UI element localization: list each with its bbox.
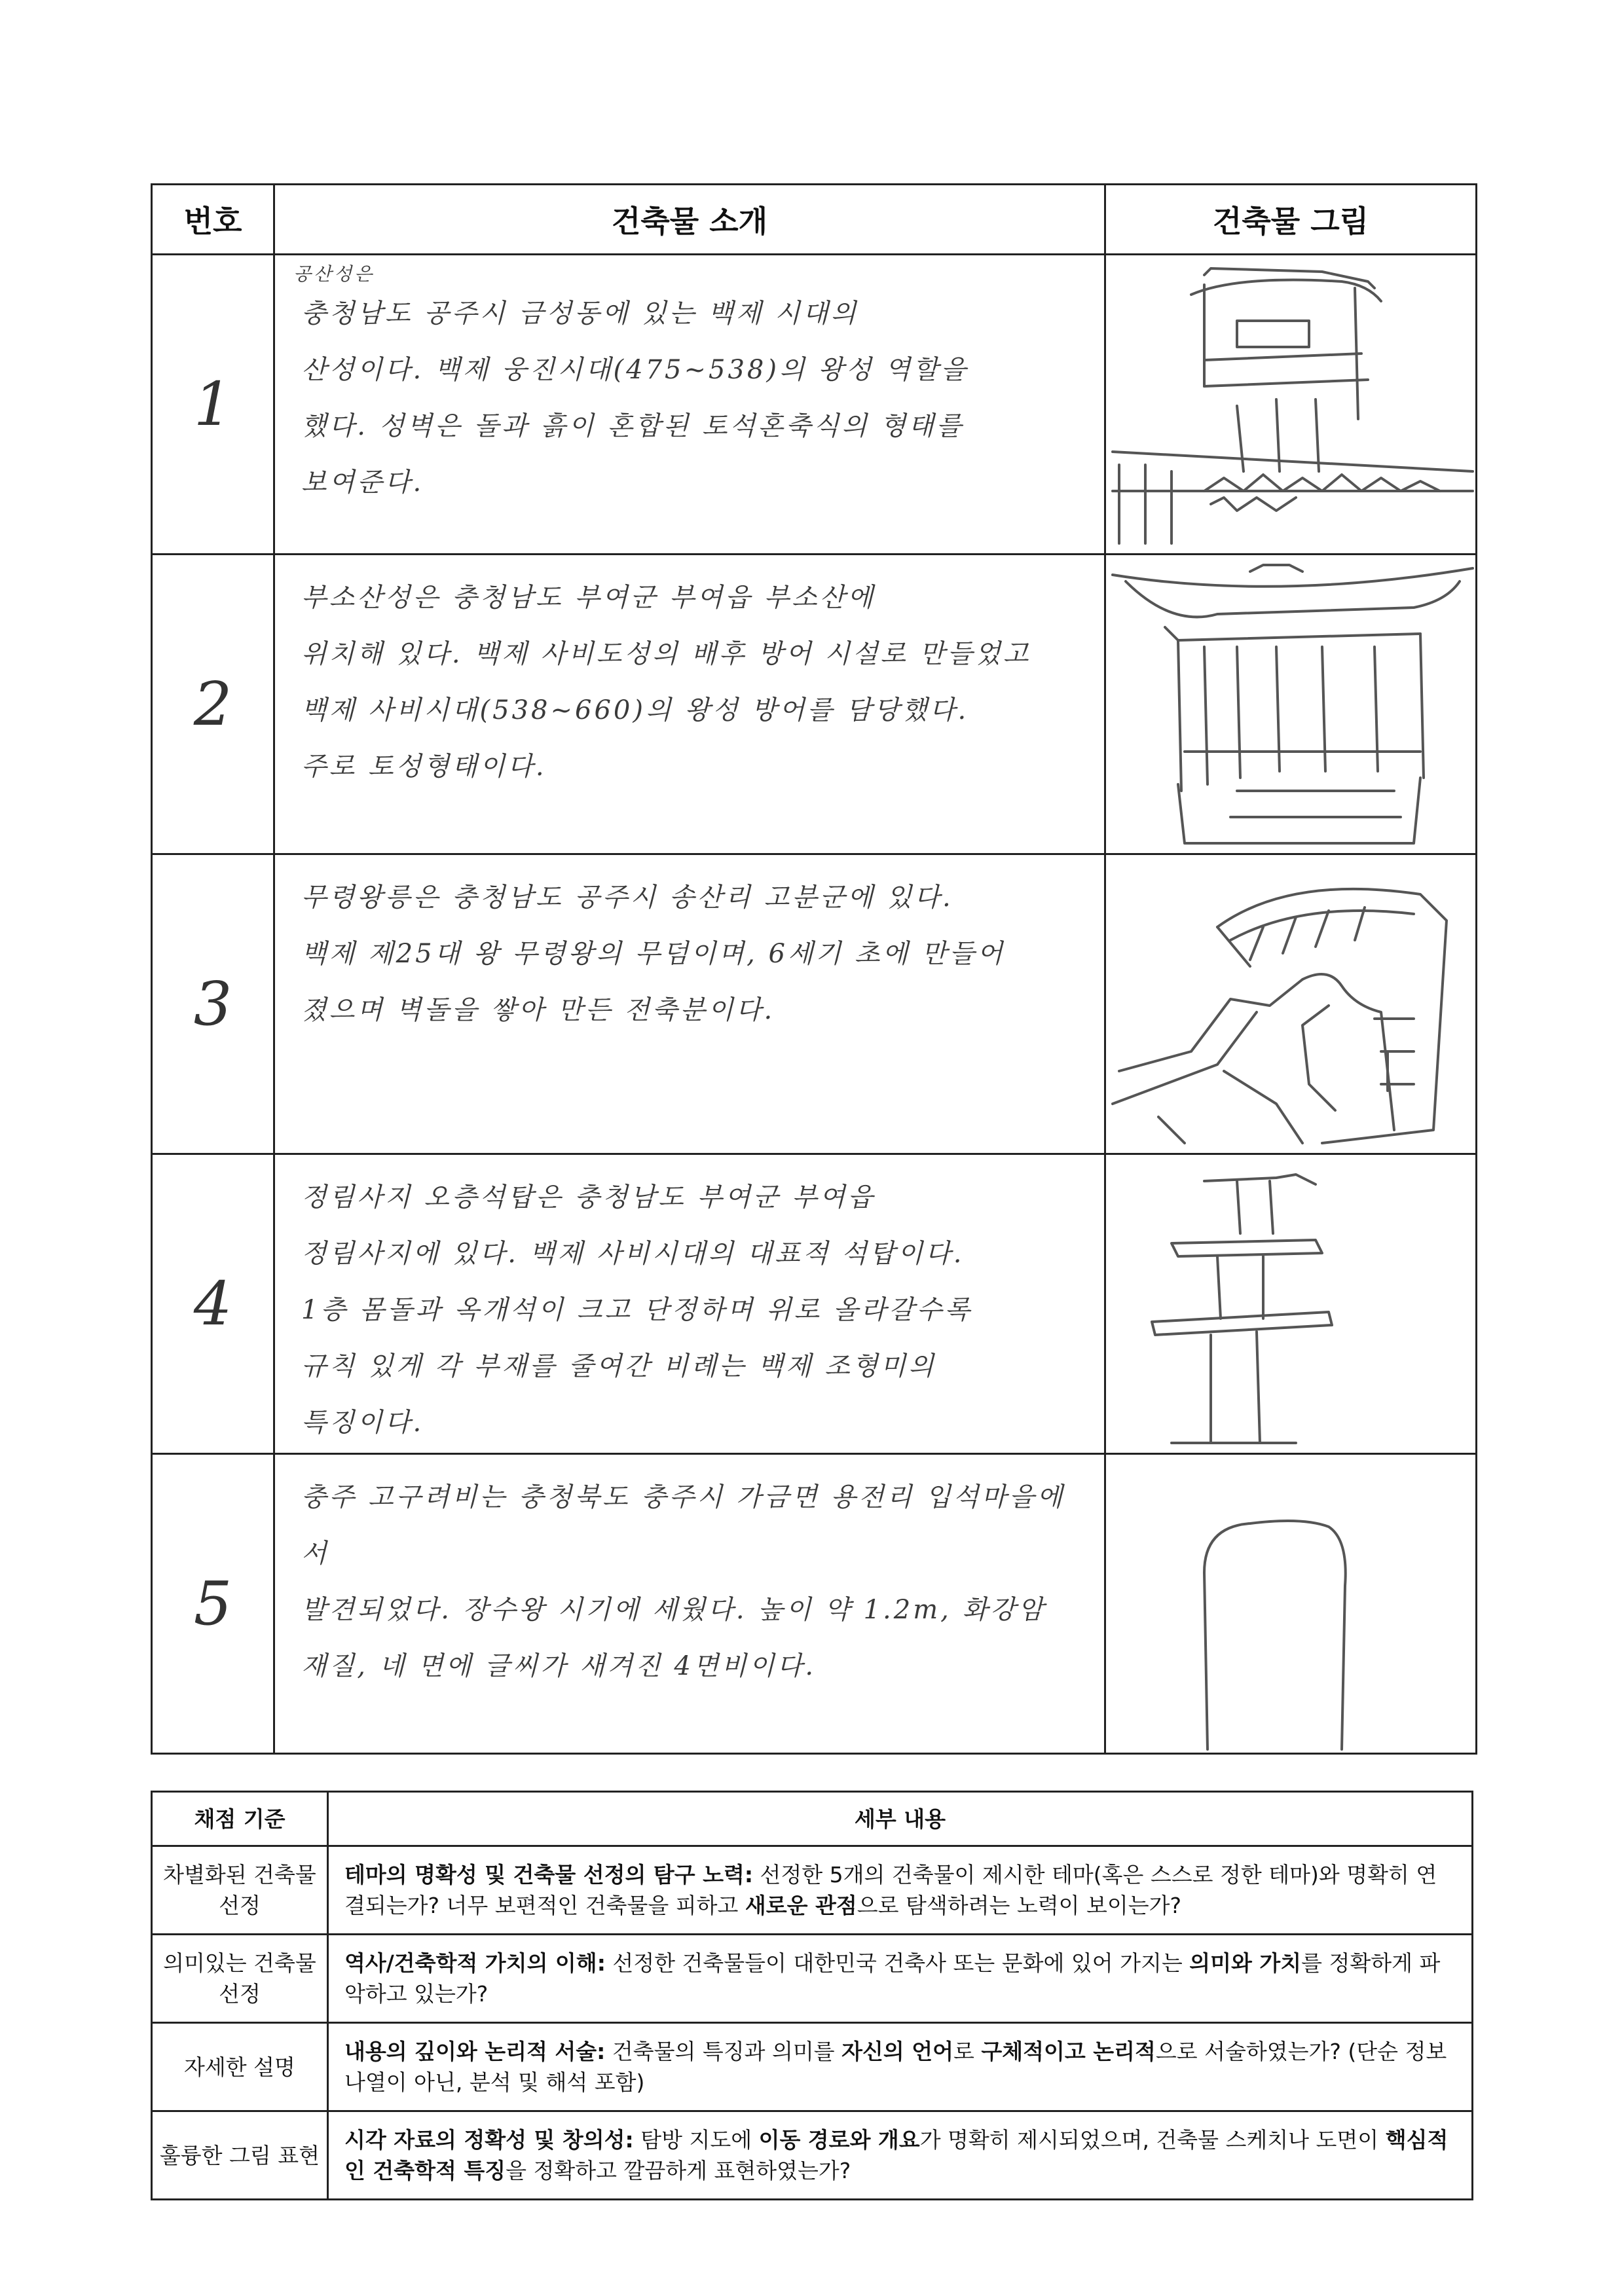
building-intro-cell	[274, 555, 1105, 854]
stele-sketch	[1106, 1455, 1475, 1753]
handwritten-intro	[275, 855, 1104, 1038]
intro-line: 정림사지에 있다. 백제 사비시대의 대표적 석탑이다.	[301, 1239, 965, 1269]
rubric-keyword: 새로운 관점	[745, 1893, 857, 1918]
rubric-detail	[328, 1846, 1473, 1935]
rubric-keyword: 시각 자료의 정확성 및 창의성:	[344, 2127, 634, 2153]
building-table-header	[152, 185, 1477, 255]
intro-line: 백제 사비시대(538~660)의 왕성 방어를 담당했다.	[301, 695, 969, 725]
intro-line: 규칙 있게 각 부재를 줄여간 비례는 백제 조형미의	[301, 1351, 936, 1381]
building-drawing-cell	[1105, 255, 1477, 555]
rubric-keyword: 자신의 언어	[841, 2039, 953, 2064]
handwritten-intro	[275, 1155, 1104, 1451]
rubric-keyword: 핵심적인 건축학적 특징	[344, 2127, 1449, 2183]
rubric-criterion: 차별화된 건축물 선정	[152, 1846, 328, 1935]
gongsanseong-gate-sketch	[1106, 255, 1475, 553]
building-intro-cell	[274, 1154, 1105, 1454]
rubric-keyword: 구체적이고 논리적	[981, 2039, 1156, 2064]
rubric-text: 선정한 5개의 건축물이 제시한 테마(혹은 스스로 정한 테마)와 명확히 연결되는가? 너무 보편적인 건축물을 피하고	[344, 1862, 1437, 1918]
table-row	[152, 555, 1477, 854]
row-number: 1	[193, 369, 232, 439]
row-number: 4	[193, 1269, 232, 1339]
rubric-detail	[328, 2111, 1473, 2200]
row-number: 3	[193, 969, 232, 1039]
handwritten-intro	[275, 1455, 1104, 1694]
intro-line: 했다. 성벽은 돌과 흙이 혼합된 토석혼축식의 형태를	[301, 411, 965, 441]
rubric-text: 으로 서술하였는가? (단순 정보 나열이 아닌, 분석 및 해석 포함)	[344, 2039, 1447, 2095]
rubric-text: 을 정확하고 깔끔하게 표현하였는가?	[506, 2158, 851, 2183]
stone-pagoda-sketch	[1106, 1155, 1475, 1453]
rubric-text: 가 명확히 제시되었으며, 건축물 스케치나 도면이	[919, 2127, 1386, 2153]
intro-line: 졌으며 벽돌을 쌓아 만든 전축분이다.	[301, 995, 775, 1025]
intro-line: 발견되었다. 장수왕 시기에 세웠다. 높이 약 1.2m, 화강암	[301, 1595, 1046, 1625]
building-drawing-cell	[1105, 555, 1477, 854]
busosanseong-gate-sketch	[1106, 555, 1475, 853]
rubric-detail	[328, 1935, 1473, 2023]
header-number: 번호	[152, 185, 274, 255]
intro-line: 충주 고구려비는 충청북도 충주시 가금면 용전리 입석마을에서	[301, 1482, 1065, 1569]
intro-line: 1층 몸돌과 옥개석이 크고 단정하며 위로 올라갈수록	[301, 1295, 973, 1325]
muryeong-tomb-sketch	[1106, 855, 1475, 1153]
building-intro-cell	[274, 1454, 1105, 1754]
rubric-criterion: 훌륭한 그림 표현	[152, 2111, 328, 2200]
building-intro-cell	[274, 854, 1105, 1154]
header-drawing: 건축물 그림	[1105, 185, 1477, 255]
intro-line: 주로 토성형태이다.	[301, 752, 547, 782]
header-detail: 세부 내용	[328, 1792, 1473, 1846]
rubric-text: 선정한 건축물들이 대한민국 건축사 또는 문화에 있어 가지는	[605, 1950, 1190, 1976]
intro-line: 산성이다. 백제 웅진시대(475~538)의 왕성 역할을	[301, 355, 969, 385]
handwritten-intro	[275, 555, 1104, 795]
row-number-cell	[152, 1154, 274, 1454]
rubric-detail	[328, 2023, 1473, 2111]
building-intro-cell	[274, 255, 1105, 555]
intro-line: 백제 제25대 왕 무령왕의 무덤이며, 6세기 초에 만들어	[301, 939, 1005, 969]
table-row	[152, 854, 1477, 1154]
rubric-criterion: 의미있는 건축물 선정	[152, 1935, 328, 2023]
rubric-row	[152, 1935, 1473, 2023]
intro-line: 충청남도 공주시 금성동에 있는 백제 시대의	[301, 299, 859, 329]
rubric-table	[151, 1791, 1473, 2200]
rubric-header	[152, 1792, 1473, 1846]
rubric-keyword: 테마의 명확성 및 건축물 선정의 탐구 노력:	[344, 1862, 754, 1887]
building-drawing-cell	[1105, 1454, 1477, 1754]
intro-line: 위치해 있다. 백제 사비도성의 배후 방어 시설로 만들었고	[301, 639, 1031, 669]
row-number: 5	[193, 1569, 232, 1639]
rubric-keyword: 내용의 깊이와 논리적 서술:	[344, 2039, 606, 2064]
intro-line: 정림사지 오층석탑은 충청남도 부여군 부여읍	[301, 1182, 876, 1212]
intro-line: 무령왕릉은 충청남도 공주시 송산리 고분군에 있다.	[301, 883, 953, 913]
row-number-cell	[152, 555, 274, 854]
rubric-text: 로	[953, 2039, 982, 2064]
rubric-text: 건축물의 특징과 의미를	[605, 2039, 842, 2064]
row-number: 2	[193, 669, 232, 739]
intro-line: 특징이다.	[301, 1408, 424, 1438]
table-row	[152, 1454, 1477, 1754]
rubric-keyword: 의미와 가치	[1189, 1950, 1302, 1976]
intro-line: 부소산성은 충청남도 부여군 부여읍 부소산에	[301, 583, 876, 613]
building-drawing-cell	[1105, 1154, 1477, 1454]
rubric-text: 탐방 지도에	[633, 2127, 759, 2153]
rubric-text: 으로 탐색하려는 노력이 보이는가?	[857, 1893, 1182, 1918]
rubric-keyword: 이동 경로와 개요	[758, 2127, 920, 2153]
building-drawing-cell	[1105, 854, 1477, 1154]
rubric-criterion: 자세한 설명	[152, 2023, 328, 2111]
header-criterion: 채점 기준	[152, 1792, 328, 1846]
rubric-row	[152, 2023, 1473, 2111]
rubric-row	[152, 2111, 1473, 2200]
rubric-row	[152, 1846, 1473, 1935]
intro-line: 재질, 네 면에 글씨가 새겨진 4면비이다.	[301, 1651, 817, 1681]
row-number-cell	[152, 1454, 274, 1754]
header-intro: 건축물 소개	[274, 185, 1105, 255]
rubric-keyword: 역사/건축학적 가치의 이해:	[344, 1950, 606, 1976]
intro-line: 보여준다.	[301, 467, 424, 498]
building-table	[151, 183, 1477, 1755]
table-row	[152, 255, 1477, 555]
rubric-text: 를 정확하게 파악하고 있는가?	[344, 1950, 1441, 2007]
handwritten-intro	[275, 255, 1104, 511]
row-number-cell	[152, 854, 274, 1154]
intro-prefix: 공산성은	[293, 263, 375, 285]
row-number-cell	[152, 255, 274, 555]
table-row	[152, 1154, 1477, 1454]
